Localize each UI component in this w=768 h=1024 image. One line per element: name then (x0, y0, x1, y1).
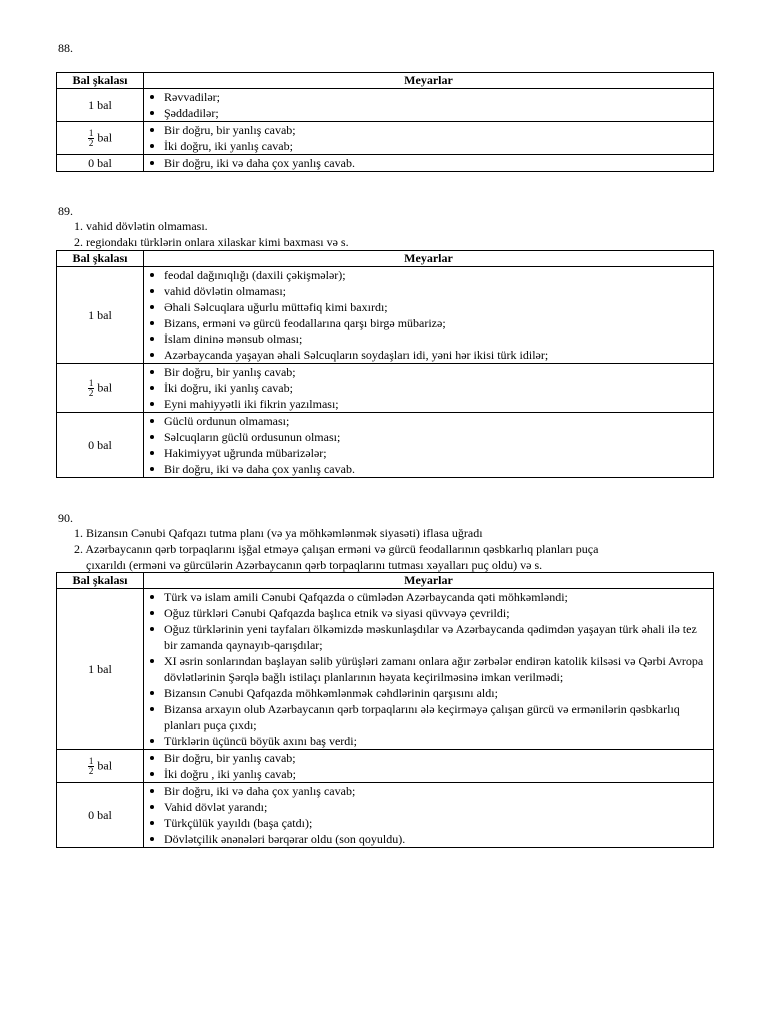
header-criteria: Meyarlar (144, 573, 714, 589)
score-cell: 0 bal (57, 413, 144, 478)
score-cell: $\frac{1}{2}$ bal (57, 122, 144, 155)
list-item: Bir doğru, iki və daha çox yanlış cavab. (144, 461, 713, 477)
criteria-table-90 (56, 572, 714, 848)
criteria-table-89 (56, 250, 714, 478)
list-item: Türk və islam amili Cənubi Qafqazda o cümlədən Azərbaycanda qəti möhkəmləndi; (144, 589, 713, 605)
score-cell: 0 bal (57, 155, 144, 172)
list-item: vahid dövlətin olmaması; (144, 283, 713, 299)
list-item: İki doğru, iki yanlış cavab; (144, 138, 713, 154)
header-criteria: Meyarlar (144, 251, 714, 267)
table-row (57, 364, 714, 413)
fraction-half: $\frac{1}{2}$ (88, 377, 94, 398)
list-item: Hakimiyyət uğrunda mübarizələr; (144, 445, 713, 461)
criteria-table-88 (56, 72, 714, 172)
table-row (57, 750, 714, 783)
score-cell: 1 bal (57, 267, 144, 364)
list-item: Oğuz türkləri Cənubi Qafqazda başlıca etnik və siyasi qüvvəyə çevrildi; (144, 605, 713, 621)
list-item: Bizansa arxayın olub Azərbaycanın qərb torpaqlarını ələ keçirməyə çalışan gürcü və ermənilərin qəsbkarlıq planları puça çıxdı; (144, 701, 713, 733)
list-item: Əhali Səlcuqlara uğurlu müttəfiq kimi baxırdı; (144, 299, 713, 315)
list-item: Türkçülük yayıldı (başa çatdı); (144, 815, 713, 831)
answer-intro-90 (74, 525, 714, 573)
table-row (57, 155, 714, 172)
list-item: Oğuz türklərinin yeni tayfaları ölkəmizdə məskunlaşdılar və Azərbaycanda qədimdən yaşayan türk əhali ilə tez bir zamanda qaynayıb-qarışdılar; (144, 621, 713, 653)
list-item: Bir doğru, bir yanlış cavab; (144, 122, 713, 138)
list-item: İki doğru , iki yanlış cavab; (144, 766, 713, 782)
list-item: Türklərin üçüncü böyük axını baş verdi; (144, 733, 713, 749)
criteria-cell (144, 364, 714, 413)
header-criteria: Meyarlar (144, 73, 714, 89)
intro-line: 2. regiondakı türklərin onlara xilaskar kimi baxması və s. (74, 235, 349, 249)
list-item: İslam dininə mənsub olması; (144, 331, 713, 347)
score-cell: $\frac{1}{2}$ bal (57, 750, 144, 783)
list-item: Rəvvadilər; (144, 89, 713, 105)
score-cell: $\frac{1}{2}$ bal (57, 364, 144, 413)
header-scale: Bal şkalası (57, 251, 144, 267)
list-item: Eyni mahiyyətli iki fikrin yazılması; (144, 396, 713, 412)
score-cell: 1 bal (57, 89, 144, 122)
fraction-half: $\frac{1}{2}$ (88, 127, 94, 148)
answer-intro-89 (74, 218, 714, 250)
table-row (57, 783, 714, 848)
header-scale: Bal şkalası (57, 73, 144, 89)
question-number-88: 88. (58, 41, 73, 55)
intro-line: 2. Azərbaycanın qərb torpaqlarını işğal etməyə çalışan erməni və gürcü feodallarının qəsbkarlıq planları puça (74, 542, 599, 556)
score-cell: 1 bal (57, 589, 144, 750)
table-row (57, 267, 714, 364)
fraction-half: $\frac{1}{2}$ (88, 755, 94, 776)
intro-line: çıxarıldı (erməni və gürcülərin Azərbaycanın qərb torpaqlarını tutması xəyalları puç oldu) və s. (86, 558, 543, 572)
question-number-89: 89. (58, 204, 73, 218)
list-item: Dövlətçilik ənənələri bərqərar oldu (son qoyuldu). (144, 831, 713, 847)
score-cell: 0 bal (57, 783, 144, 848)
criteria-cell (144, 413, 714, 478)
list-item: Bir doğru, iki və daha çox yanlış cavab. (144, 155, 713, 171)
criteria-cell (144, 589, 714, 750)
list-item: Səlcuqların güclü ordusunun olması; (144, 429, 713, 445)
list-item: XI əsrin sonlarından başlayan səlib yürüşləri zamanı onlara ağır zərbələr endirən katolik kilsəsi və Qərbi Avropa dövlətlərinin Şərqlə bağlı istilaçı planlarının həyata keçirilməsinə imkan verilmədi; (144, 653, 713, 685)
criteria-cell (144, 89, 714, 122)
table-row (57, 89, 714, 122)
list-item: Bizansın Cənubi Qafqazda möhkəmlənmək cəhdlərinin qarşısını aldı; (144, 685, 713, 701)
table-row (57, 122, 714, 155)
criteria-cell (144, 122, 714, 155)
list-item: Bir doğru, iki və daha çox yanlış cavab; (144, 783, 713, 799)
criteria-cell (144, 155, 714, 172)
list-item: feodal dağınıqlığı (daxili çəkişmələr); (144, 267, 713, 283)
list-item: Bir doğru, bir yanlış cavab; (144, 750, 713, 766)
intro-line: 1. Bizansın Cənubi Qafqazı tutma planı (və ya möhkəmlənmək siyasəti) iflasa uğradı (74, 526, 483, 540)
intro-line: 1. vahid dövlətin olmaması. (74, 219, 208, 233)
list-item: Vahid dövlət yarandı; (144, 799, 713, 815)
criteria-cell (144, 783, 714, 848)
table-row (57, 413, 714, 478)
list-item: İki doğru, iki yanlış cavab; (144, 380, 713, 396)
question-number-90: 90. (58, 511, 73, 525)
list-item: Şəddadilər; (144, 105, 713, 121)
criteria-cell (144, 750, 714, 783)
list-item: Güclü ordunun olmaması; (144, 413, 713, 429)
list-item: Bizans, erməni və gürcü feodallarına qarşı birgə mübarizə; (144, 315, 713, 331)
list-item: Azərbaycanda yaşayan əhali Səlcuqların soydaşları idi, yəni hər ikisi türk idilər; (144, 347, 713, 363)
header-scale: Bal şkalası (57, 573, 144, 589)
criteria-cell (144, 267, 714, 364)
list-item: Bir doğru, bir yanlış cavab; (144, 364, 713, 380)
table-row (57, 589, 714, 750)
